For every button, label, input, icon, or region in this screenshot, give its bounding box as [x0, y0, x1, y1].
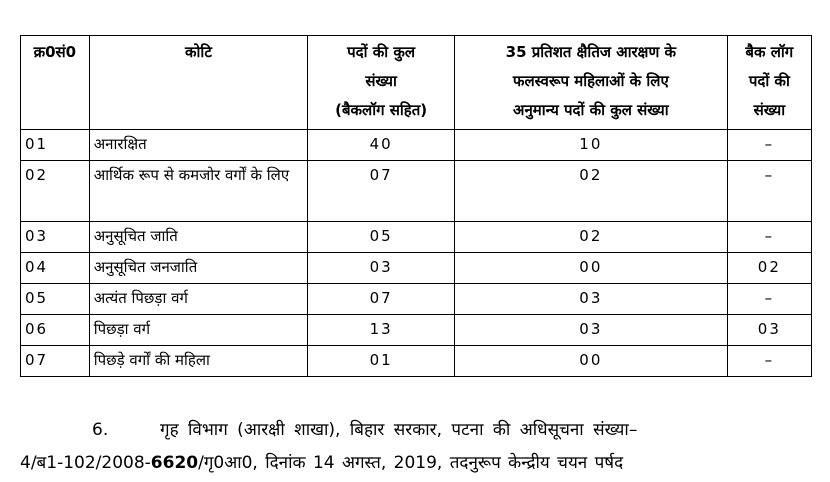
- header-backlog-line: संख्या: [753, 101, 786, 119]
- cell-backlog: –: [727, 222, 811, 253]
- header-total-posts: [308, 36, 455, 130]
- table-row: [21, 253, 812, 284]
- cell-category: अनुसूचित जाति: [89, 222, 308, 253]
- cell-category: आर्थिक रूप से कमजोर वर्गों के लिए: [89, 161, 308, 222]
- cell-sno: 04: [21, 253, 90, 284]
- paragraph-line-2: [20, 447, 812, 479]
- header-backlog-line: पदों की: [748, 72, 790, 90]
- cell-category: अनारक्षित: [89, 130, 308, 161]
- header-sno-label: क्र0सं0: [33, 43, 77, 61]
- header-total-line: (बैकलॉग सहित): [335, 101, 428, 119]
- header-category-label: कोटि: [185, 43, 212, 61]
- cell-category: पिछड़ा वर्ग: [89, 315, 308, 346]
- cell-women: 03: [455, 315, 728, 346]
- header-sno: [21, 36, 90, 130]
- cell-sno: 06: [21, 315, 90, 346]
- header-category: [89, 36, 308, 130]
- paragraph-number: 6.: [92, 420, 109, 440]
- header-backlog-line: बैक लॉग: [745, 43, 794, 61]
- cell-backlog: 02: [727, 253, 811, 284]
- cell-women: 02: [455, 222, 728, 253]
- notification-number: 6620: [150, 453, 199, 473]
- cell-sno: 05: [21, 284, 90, 315]
- table-row: [21, 130, 812, 161]
- cell-category: अनुसूचित जनजाति: [89, 253, 308, 284]
- table-row: [21, 284, 812, 315]
- cell-sno: 02: [21, 161, 90, 222]
- cell-total: 05: [308, 222, 455, 253]
- cell-women: 00: [455, 346, 728, 377]
- cell-women: 02: [455, 161, 728, 222]
- cell-category: पिछड़े वर्गों की महिला: [89, 346, 308, 377]
- reservation-table: [20, 35, 812, 377]
- cell-women: 03: [455, 284, 728, 315]
- table-row: [21, 315, 812, 346]
- cell-total: 01: [308, 346, 455, 377]
- cell-total: 07: [308, 284, 455, 315]
- header-women-posts: [455, 36, 728, 130]
- cell-total: 13: [308, 315, 455, 346]
- cell-backlog: –: [727, 161, 811, 222]
- cell-backlog: –: [727, 130, 811, 161]
- paragraph-text-1: गृह विभाग (आरक्षी शाखा), बिहार सरकार, पटना की अधिसूचना संख्या–: [160, 420, 638, 440]
- header-backlog-posts: [727, 36, 811, 130]
- cell-sno: 01: [21, 130, 90, 161]
- table-row: [21, 222, 812, 253]
- paragraph-text-2: /गृ0आ0, दिनांक 14 अगस्त, 2019, तदनुरूप केन्द्रीय चयन पर्षद: [198, 453, 624, 473]
- table-row: [21, 161, 812, 222]
- cell-backlog: –: [727, 284, 811, 315]
- cell-sno: 07: [21, 346, 90, 377]
- cell-category: अत्यंत पिछड़ा वर्ग: [89, 284, 308, 315]
- header-women-line: फलस्वरूप महिलाओं के लिए: [512, 72, 669, 90]
- notification-ref-prefix: 4/ब1-102/2008-: [20, 453, 151, 473]
- cell-total: 40: [308, 130, 455, 161]
- cell-total: 07: [308, 161, 455, 222]
- table-row: [21, 346, 812, 377]
- paragraph-line-1: [20, 414, 812, 446]
- header-total-line: पदों की कुल: [347, 43, 416, 61]
- table-header-row: [21, 36, 812, 130]
- cell-total: 03: [308, 253, 455, 284]
- cell-backlog: –: [727, 346, 811, 377]
- cell-women: 00: [455, 253, 728, 284]
- cell-backlog: 03: [727, 315, 811, 346]
- header-women-line: 35 प्रतिशत क्षैतिज आरक्षण के: [505, 43, 677, 61]
- cell-sno: 03: [21, 222, 90, 253]
- header-women-line: अनुमान्य पदों की कुल संख्या: [513, 101, 669, 119]
- cell-women: 10: [455, 130, 728, 161]
- header-total-line: संख्या: [365, 72, 397, 90]
